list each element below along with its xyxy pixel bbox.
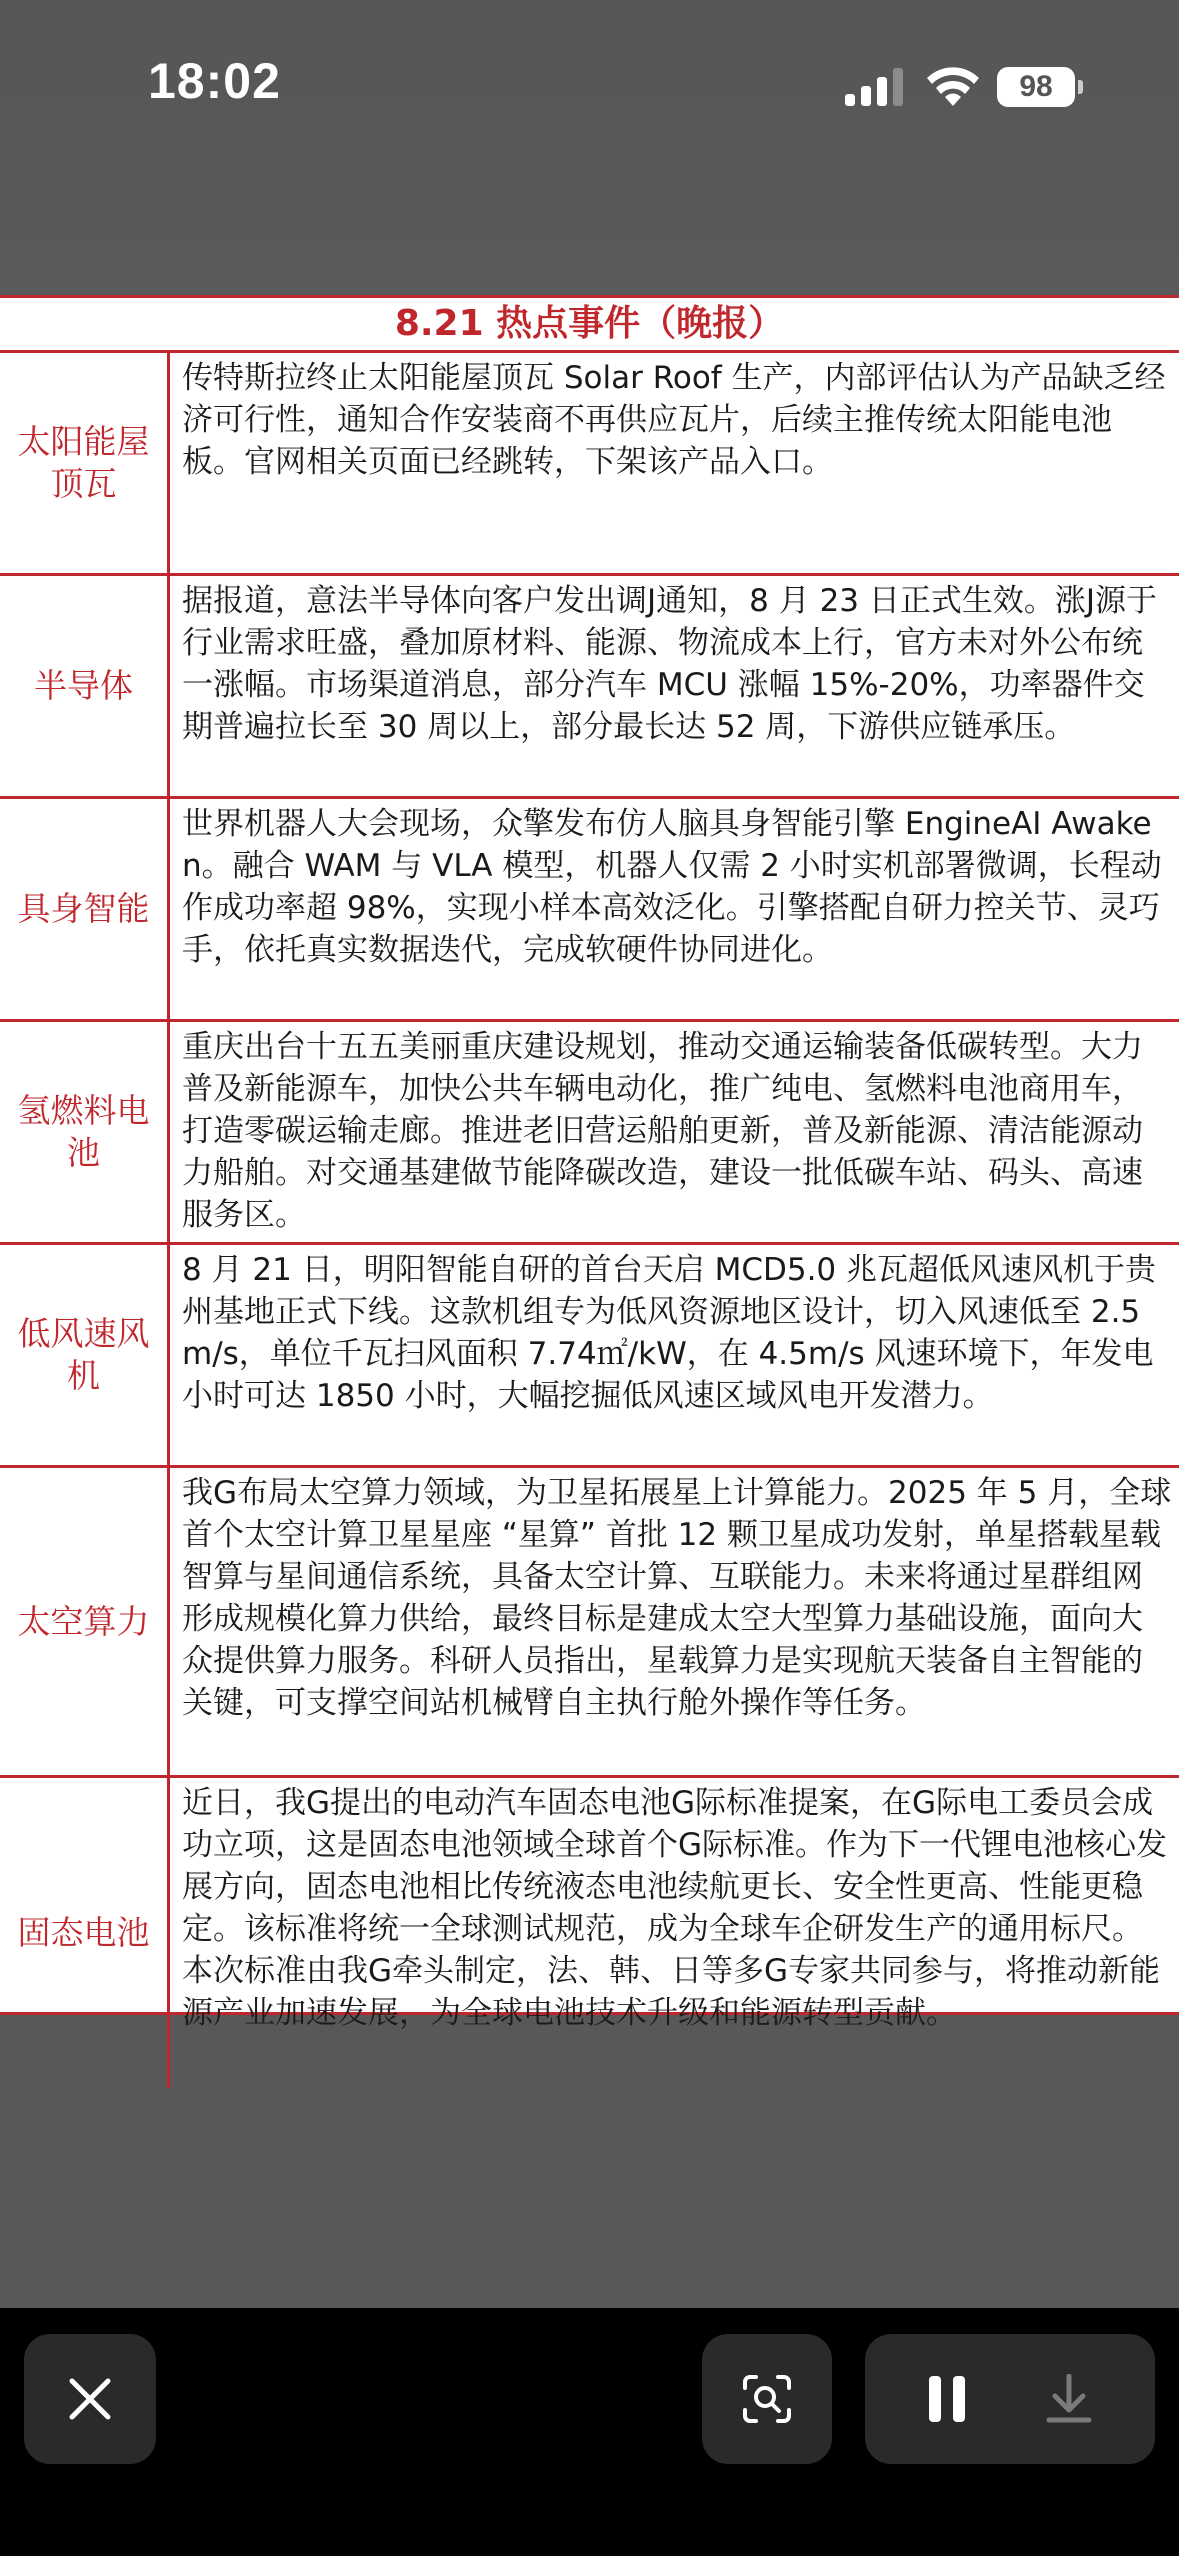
row-text: 传特斯拉终止太阳能屋顶瓦 Solar Roof 生产，内部评估认为产品缺乏经济可行性，通知合作安装商不再供应瓦片，后续主推传统太阳能电池板。官网相关页面已经跳转，下架该产品入口。 xyxy=(182,360,1166,480)
row-text: 据报道，意法半导体向客户发出调J通知，8 月 23 日正式生效。涨J源于行业需求旺盛，叠加原材料、能源、物流成本上行，官方未对外公布统一涨幅。市场渠道消息，部分汽车 MCU 涨幅 15%-20%，功率器件交期普遍拉长至 30 周以上，部分最长达 52 周，下游供应链承压。 xyxy=(182,583,1158,745)
row-category-label: 太空算力 xyxy=(17,1601,150,1641)
row-category xyxy=(0,1778,170,2088)
battery-cap xyxy=(1078,80,1083,94)
table-row xyxy=(0,1245,1179,1468)
table-row xyxy=(0,353,1179,576)
row-category-label: 固态电池 xyxy=(17,1913,150,1952)
row-text: 世界机器人大会现场，众擎发布仿人脑具身智能引擎 EngineAI Awaken。融合 WAM 与 VLA 模型，机器人仅需 2 小时实机部署微调，长程动作成功率超 98%，实现小样本高效泛化。引擎搭配自研力控关节、灵巧手，依托真实数据迭代，完成软硬件协同进化。 xyxy=(182,806,1162,968)
row-category xyxy=(0,353,170,573)
visual-lookup-icon xyxy=(742,2374,792,2424)
row-category-label: 具身智能 xyxy=(17,889,150,928)
document-title: 8.21 热点事件（晚报） xyxy=(0,298,1179,353)
table-row xyxy=(0,799,1179,1022)
download-icon[interactable] xyxy=(1045,2374,1093,2424)
row-category-label: 半导体 xyxy=(34,666,133,705)
playback-controls xyxy=(865,2334,1155,2464)
row-text: 近日，我G提出的电动汽车固态电池G际标准提案，在G际电工委员会成功立项，这是固态电池领域全球首个G际标准。作为下一代锂电池核心发展方向，固态电池相比传统液态电池续航更长、安全性更高、性能更稳定。该标准将统一全球测试规范，成为全球车企研发生产的通用标尺。本次标准由我G牵头制定，法、韩、日等多G专家共同参与，将推动新能源产业加速发展，为全球电池技术升级和能源转型贡献。 xyxy=(182,1785,1168,2031)
status-time: 18:02 xyxy=(148,53,281,109)
cellular-signal-icon xyxy=(845,68,903,106)
status-bar xyxy=(0,0,1179,175)
pause-icon[interactable] xyxy=(927,2376,967,2422)
table-row xyxy=(0,576,1179,799)
row-text: 重庆出台十五五美丽重庆建设规划，推动交通运输装备低碳转型。大力普及新能源车，加快公共车辆电动化，推广纯电、氢燃料电池商用车，打造零碳运输走廊。推进老旧营运船舶更新，普及新能源、清洁能源动力船舶。对交通基建做节能降碳改造，建设一批低碳车站、码头、高速服务区。 xyxy=(182,1029,1143,1233)
row-category xyxy=(0,799,170,1019)
table-row xyxy=(0,1778,1179,2088)
row-category-label: 氢燃料电池 xyxy=(17,1091,150,1172)
news-table-image xyxy=(0,295,1179,2031)
wifi-icon xyxy=(925,64,981,106)
bottom-toolbar xyxy=(0,2308,1179,2556)
row-text: 我G布局太空算力领域，为卫星拓展星上计算能力。2025 年 5 月，全球首个太空计算卫星星座 “星算” 首批 12 颗卫星成功发射，单星搭载星载智算与星间通信系统，具备太空计算、互联能力。未来将通过星群组网形成规模化算力供给，最终目标是建成太空大型算力基础设施，面向大众提供算力服务。科研人员指出，星载算力是实现航天装备自主智能的关键，可支撑空间站机械臂自主执行舱外操作等任务。 xyxy=(182,1475,1172,1721)
battery-indicator: 98 xyxy=(997,67,1075,107)
row-category xyxy=(0,1468,170,1775)
visual-lookup-button[interactable] xyxy=(702,2334,832,2464)
close-icon xyxy=(68,2377,112,2421)
table-row xyxy=(0,1468,1179,1778)
table-row xyxy=(0,1022,1179,1245)
row-category xyxy=(0,1022,170,1242)
news-table xyxy=(0,353,1179,2088)
row-category-label: 太阳能屋顶瓦 xyxy=(17,422,150,503)
row-text: 8 月 21 日，明阳智能自研的首台天启 MCD5.0 兆瓦超低风速风机于贵州基地正式下线。这款机组专为低风资源地区设计，切入风速低至 2.5m/s，单位千瓦扫风面积 7.74㎡/kW，在 4.5m/s 风速环境下，年发电小时可达 1850 小时，大幅挖掘低风速区域风电开发潜力。 xyxy=(182,1252,1156,1414)
row-category xyxy=(0,1245,170,1465)
close-button[interactable] xyxy=(24,2334,156,2464)
row-category xyxy=(0,576,170,796)
row-category-label: 低风速风机 xyxy=(17,1314,150,1395)
